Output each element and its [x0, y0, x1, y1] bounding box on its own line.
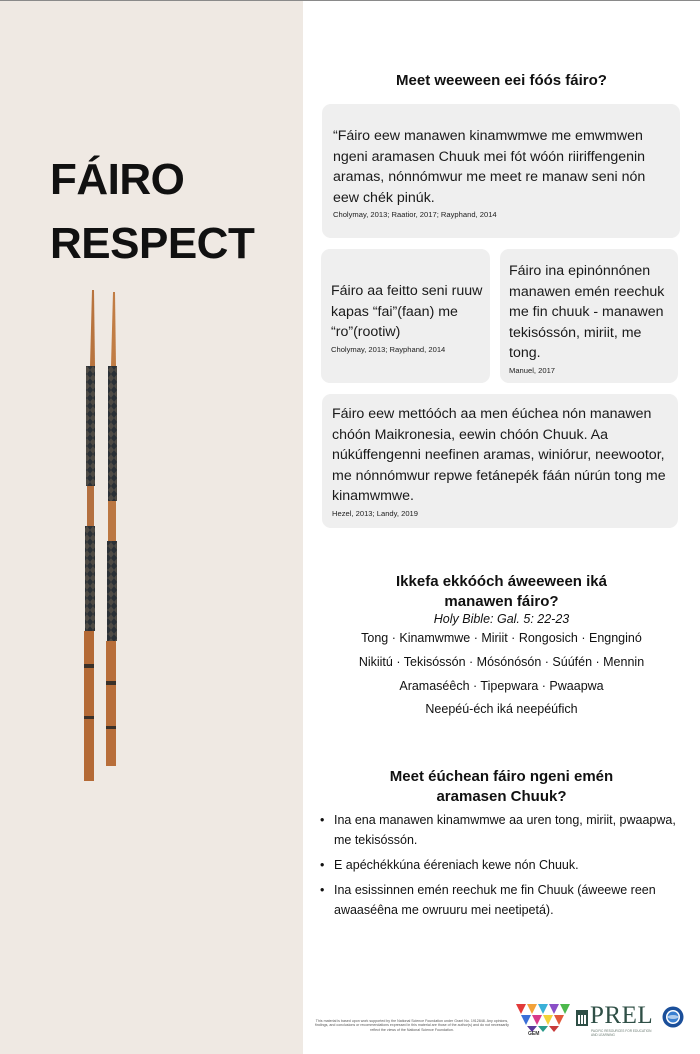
nsf-seal-icon [662, 1006, 684, 1028]
section2-heading-line1: Ikkefa ekkóóch áweeween iká [396, 573, 607, 590]
prel-building-icon [576, 1010, 588, 1026]
list-item: • E apéchékkúna ééreniach kewe nón Chuuk. [318, 855, 678, 875]
prel-logo: PREL [590, 1002, 654, 1029]
etymology-card-citation: Cholymay, 2013; Rayphand, 2014 [331, 344, 446, 354]
etymology-card [321, 249, 490, 383]
funding-disclaimer: This material is based upon work supported by the National Science Foundation under Grant No. 1912848. Any opinions, findings, and conclusions or recommendations expressed in this material are those of the author(s) and do not necessarily reflect the views of the National Science Foundation. [315, 1019, 509, 1032]
traits-line: Neepéú-éch iká neepéúfich [425, 702, 578, 716]
prel-subtitle: PACIFIC RESOURCES FOR EDUCATION AND LEARNING [591, 1029, 652, 1037]
quote-card [322, 104, 680, 238]
foundation-card [500, 249, 678, 383]
foundation-card-text: Fáiro ina epinónnónen manawen emén reechuk me fin chuuk - manawen tekisóssón, miriit, me tong. [509, 263, 665, 361]
section3-heading-line1: Meet éúchean fáiro ngeni emén [389, 768, 614, 785]
section3-heading-line2: aramasen Chuuk? [436, 788, 567, 805]
quote-card-citation: Cholymay, 2013; Raatior, 2017; Rayphand, 2014 [333, 210, 497, 219]
quote-card-text: “Fáiro eew manawen kinamwmwe me emwmwen ngeni aramasen Chuuk mei fót wóón riiriffengenin aramas, nónnómwur me meet re manaw seni nón eew chék pinúk. [333, 128, 646, 206]
section1-heading: Meet weeween eei fóós fáiro? [396, 72, 607, 89]
foundation-card-citation: Manuel, 2017 [509, 365, 556, 375]
etymology-card-text: Fáiro aa feitto seni ruuw kapas “fai”(faan) me “ro”(rootiw) [331, 283, 483, 340]
list-item: • Ina ena manawen kinamwmwe aa uren tong, miriit, pwaapwa, me tekisóssón. [318, 810, 678, 850]
culture-card-citation: Hezel, 2013; Landy, 2019 [332, 508, 418, 518]
title-chuukese: FÁIRO [50, 155, 185, 204]
section2-heading-line2: manawen fáiro? [444, 593, 559, 610]
culture-card-text: Fáiro eew mettóóch aa men éúchea nón manawen chóón Maikronesia, eewin chóón Chuuk. Aa núkúffengenni neefinen aramas, winiórur, neewootor, me nónnómwur repwe fetánepék fáán núrún tong me kinamwmwe. [332, 406, 666, 504]
traits-line: Tong · Kinamwmwe · Miriit · Rongosich · Engnginó [361, 631, 642, 645]
carved-stick-pair-icon [60, 286, 140, 796]
gem-triangles-logo-icon [514, 1000, 570, 1040]
bible-reference: Holy Bible: Gal. 5: 22-23 [433, 612, 570, 626]
gem-label: GEM [528, 1031, 540, 1037]
title-english: RESPECT [50, 219, 255, 268]
traits-line: Nikiitú · Tekisóssón · Mósónósón · Súúfén · Mennin [358, 655, 645, 669]
traits-line: Aramaséêch · Tipepwara · Pwaapwa [399, 679, 604, 693]
list-item: • Ina esissinnen emén reechuk me fin Chuuk (áweewe reen awaaséêna me owruuru mei neetipetá). [318, 880, 678, 920]
importance-list [318, 810, 678, 925]
culture-card [322, 394, 678, 528]
